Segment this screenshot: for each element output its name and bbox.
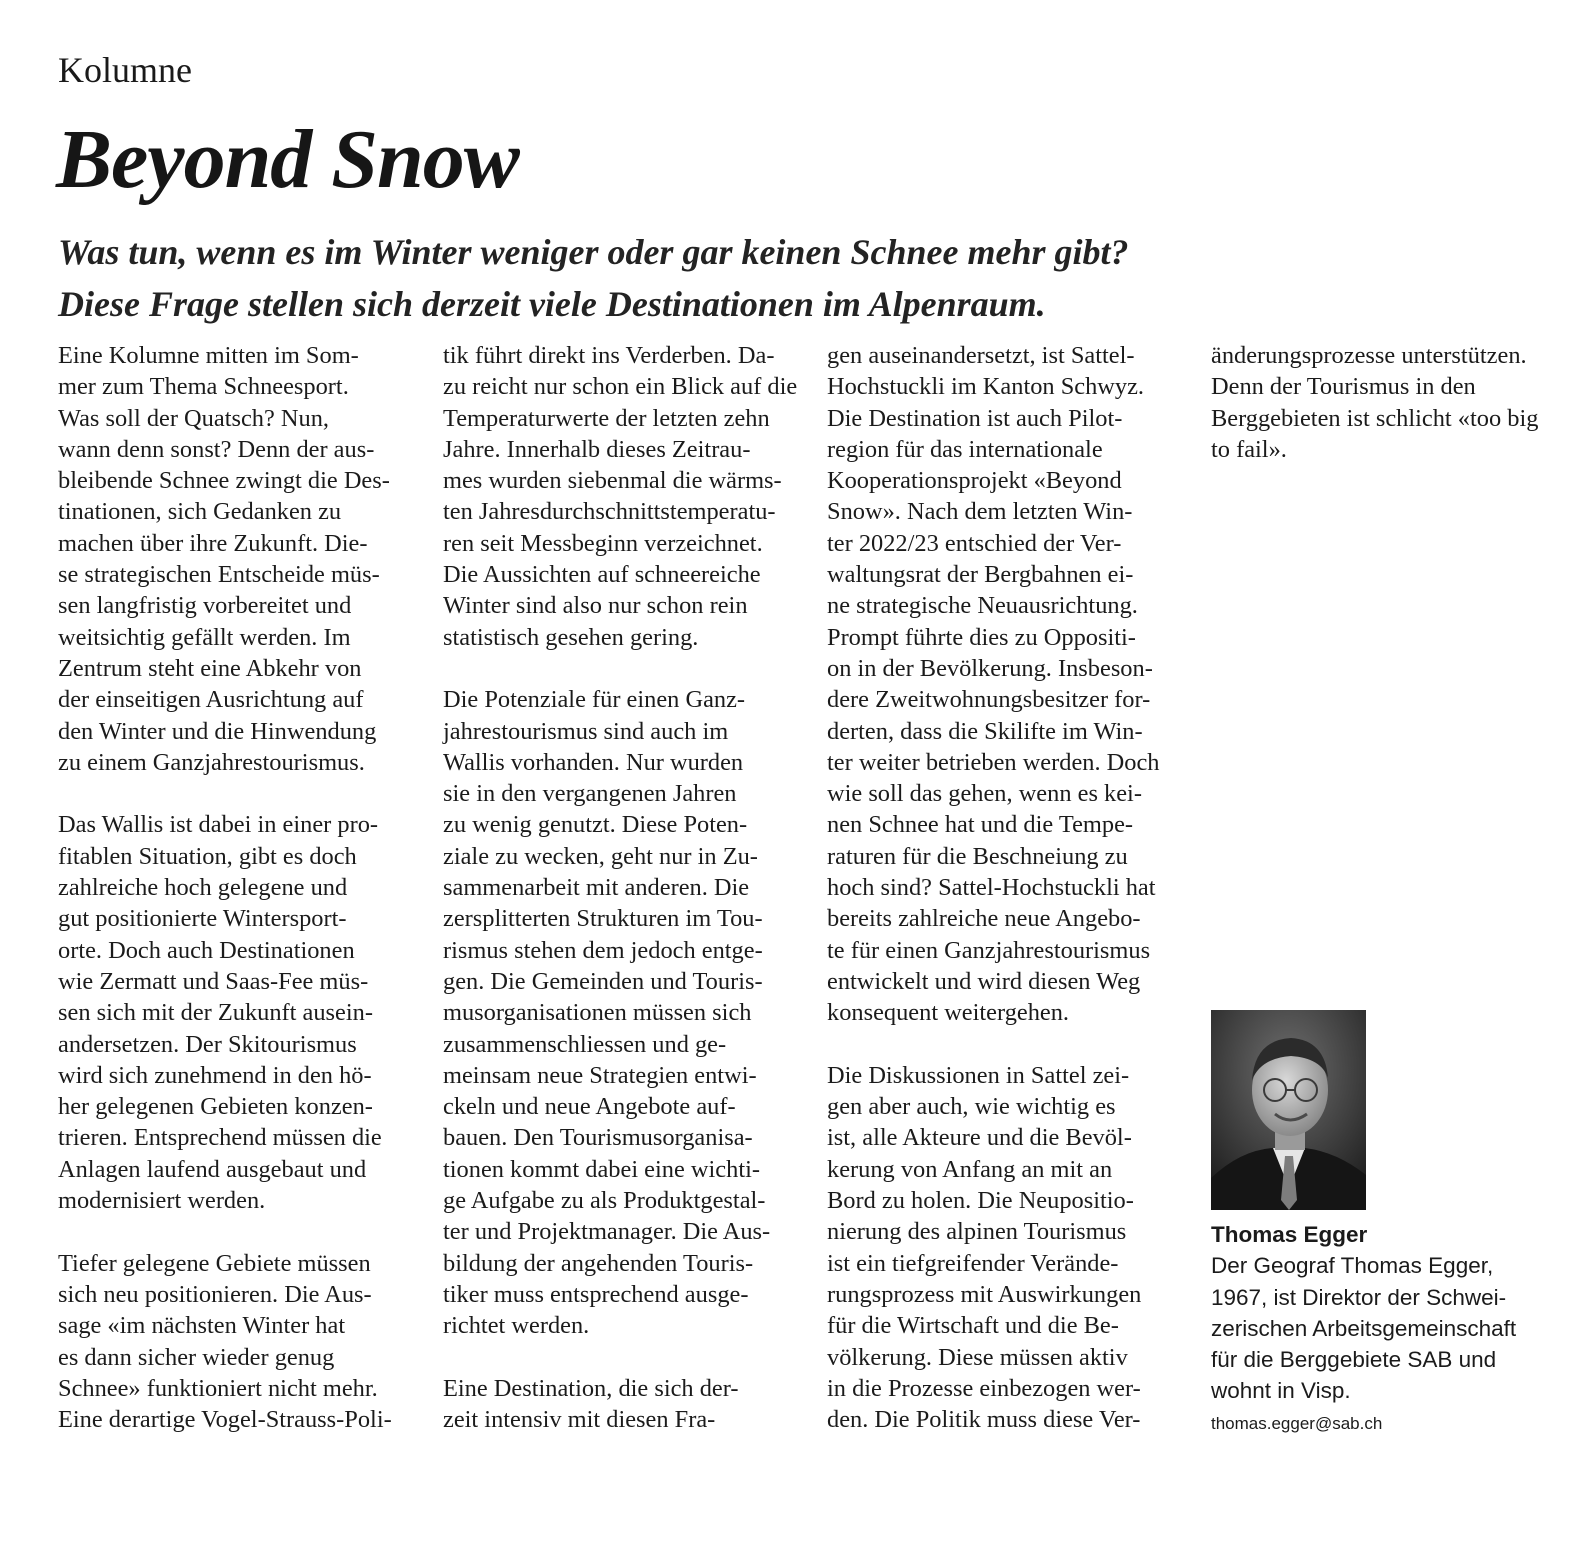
text-line: tinationen, sich Gedanken zu [58, 498, 342, 526]
author-bio-line: für die Berggebiete SAB und [1211, 1347, 1497, 1373]
headline: Beyond Snow [56, 113, 519, 206]
text-line: zeit intensiv mit diesen Fra- [443, 1406, 716, 1434]
text-column-2 [443, 340, 813, 1435]
text-column-3 [827, 340, 1197, 1435]
text-line: Schnee» funktioniert nicht mehr. [58, 1374, 378, 1402]
text-line: ist ein tiefgreifender Verände- [827, 1249, 1119, 1277]
text-line: trieren. Entsprechend müssen die [58, 1124, 382, 1152]
author-bio-line: zerischen Arbeitsgemeinschaft [1211, 1315, 1517, 1341]
text-line: gen auseinandersetzt, ist Sattel- [827, 342, 1135, 369]
text-line: ten Jahresdurchschnittstemperatu- [443, 498, 776, 526]
text-line: mer zum Thema Schneesport. [58, 373, 349, 401]
text-line: sich neu positionieren. Die Aus- [58, 1280, 372, 1308]
text-line: Tiefer gelegene Gebiete müssen [58, 1249, 371, 1277]
paragraph-break [58, 778, 428, 809]
text-line: Was soll der Quatsch? Nun, [58, 404, 330, 432]
text-line: Eine derartige Vogel-Strauss-Poli- [58, 1406, 392, 1434]
text-line: weitsichtig gefällt werden. Im [58, 623, 351, 651]
text-line: zersplitterten Strukturen im Tou- [443, 905, 763, 933]
author-name: Thomas Egger [1211, 1222, 1368, 1247]
author-bio-line: 1967, ist Direktor der Schwei- [1211, 1284, 1507, 1310]
text-line: andersetzen. Der Skitourismus [58, 1030, 357, 1058]
text-line: Anlagen laufend ausgebaut und [58, 1155, 367, 1183]
author-bio-line: Der Geograf Thomas Egger, [1211, 1253, 1494, 1279]
text-line: to fail». [1211, 435, 1287, 463]
text-line: tionen kommt dabei eine wichti- [443, 1155, 760, 1183]
text-line: Temperaturwerte der letzten zehn [443, 404, 770, 432]
text-line: Die Diskussionen in Sattel zei- [827, 1061, 1130, 1089]
text-line: ziale zu wecken, geht nur in Zu- [443, 842, 758, 870]
text-line: meinsam neue Strategien entwi- [443, 1061, 757, 1089]
text-line: jahrestourismus sind auch im [443, 717, 729, 745]
text-line: zahlreiche hoch gelegene und [58, 874, 348, 902]
text-line: ter weiter betrieben werden. Doch [827, 748, 1160, 776]
text-line: musorganisationen müssen sich [443, 999, 752, 1027]
paragraph-break [443, 653, 813, 684]
text-line: tik führt direkt ins Verderben. Da- [443, 342, 775, 369]
text-line: entwickelt und wird diesen Weg [827, 967, 1141, 995]
text-line: Denn der Tourismus in den [1211, 373, 1476, 401]
text-line: orte. Doch auch Destinationen [58, 936, 355, 964]
text-line: Das Wallis ist dabei in einer pro- [58, 811, 379, 839]
author-portrait [1211, 1010, 1366, 1210]
text-line: zu einem Ganzjahrestourismus. [58, 748, 365, 776]
text-line: änderungsprozesse unterstützen. [1211, 342, 1527, 369]
text-line: Snow». Nach dem letzten Win- [827, 498, 1133, 526]
text-line: ren seit Messbeginn verzeichnet. [443, 529, 763, 557]
text-line: den Winter und die Hinwendung [58, 717, 377, 745]
text-line: te für einen Ganzjahrestourismus [827, 936, 1151, 964]
text-line: wie soll das gehen, wenn es kei- [827, 780, 1142, 808]
portrait-photo-icon [1211, 1010, 1366, 1210]
text-line: Eine Destination, die sich der- [443, 1374, 739, 1402]
text-line: mes wurden siebenmal die wärms- [443, 467, 782, 495]
lead-paragraph [58, 226, 1238, 330]
text-line: raturen für die Beschneiung zu [827, 842, 1128, 870]
text-line: modernisiert werden. [58, 1187, 266, 1215]
text-line: Die Aussichten auf schneereiche [443, 561, 761, 589]
text-line: richtet werden. [443, 1312, 590, 1340]
text-line: Kooperationsprojekt «Beyond [827, 467, 1122, 495]
text-line: Hochstuckli im Kanton Schwyz. [827, 373, 1145, 401]
text-line: her gelegenen Gebieten konzen- [58, 1093, 373, 1121]
text-line: rungsprozess mit Auswirkungen [827, 1280, 1142, 1308]
text-line: nierung des alpinen Tourismus [827, 1218, 1127, 1246]
text-line: zusammenschliessen und ge- [443, 1030, 727, 1058]
text-line: on in der Bevölkerung. Insbeson- [827, 654, 1153, 682]
text-line: wie Zermatt und Saas-Fee müs- [58, 967, 369, 995]
text-line: zu wenig genutzt. Diese Poten- [443, 811, 748, 839]
text-line: tiker muss entsprechend ausge- [443, 1280, 749, 1308]
text-line: ckeln und neue Angebote auf- [443, 1093, 736, 1121]
text-line: derten, dass die Skilifte im Win- [827, 717, 1143, 745]
text-line: wird sich zunehmend in den hö- [58, 1061, 372, 1089]
text-line: Wallis vorhanden. Nur wurden [443, 748, 744, 776]
text-line: sie in den vergangenen Jahren [443, 780, 737, 808]
text-line: sen langfristig vorbereitet und [58, 592, 352, 620]
text-line: in die Prozesse einbezogen wer- [827, 1374, 1141, 1402]
text-line: es dann sicher wieder genug [58, 1343, 335, 1371]
text-column-1 [58, 340, 428, 1435]
author-email[interactable]: thomas.egger@sab.ch [1211, 1413, 1383, 1433]
text-line: gen. Die Gemeinden und Touris- [443, 967, 763, 995]
text-line: gen aber auch, wie wichtig es [827, 1093, 1116, 1121]
text-line: Eine Kolumne mitten im Som- [58, 342, 359, 369]
text-line: ne strategische Neuausrichtung. [827, 592, 1138, 620]
text-line: rismus stehen dem jedoch entge- [443, 936, 763, 964]
text-line: bauen. Den Tourismusorganisa- [443, 1124, 753, 1152]
lead-line: Was tun, wenn es im Winter weniger oder gar keinen Schnee mehr gibt? [58, 232, 1129, 272]
text-line: Zentrum steht eine Abkehr von [58, 654, 362, 682]
text-line: dere Zweitwohnungsbesitzer for- [827, 686, 1151, 714]
text-line: sammenarbeit mit anderen. Die [443, 874, 750, 902]
text-line: waltungsrat der Bergbahnen ei- [827, 561, 1134, 589]
text-line: se strategischen Entscheide müs- [58, 561, 380, 589]
text-line: nen Schnee hat und die Tempe- [827, 811, 1134, 839]
lead-line: Diese Frage stellen sich derzeit viele Destinationen im Alpenraum. [58, 284, 1046, 324]
text-line: Winter sind also nur schon rein [443, 592, 748, 620]
text-line: bildung der angehenden Touris- [443, 1249, 754, 1277]
paragraph-break [443, 1342, 813, 1373]
text-line: konsequent weitergehen. [827, 999, 1070, 1027]
text-line: völkerung. Diese müssen aktiv [827, 1343, 1128, 1371]
text-line: zu reicht nur schon ein Blick auf die [443, 373, 798, 401]
text-line: wann denn sonst? Denn der aus- [58, 435, 375, 463]
text-line: Jahre. Innerhalb dieses Zeitrau- [443, 435, 751, 463]
text-line: Prompt führte dies zu Oppositi- [827, 623, 1136, 651]
paragraph-break [827, 1029, 1197, 1060]
text-line: ist, alle Akteure und die Bevöl- [827, 1124, 1132, 1152]
text-line: gut positionierte Wintersport- [58, 905, 347, 933]
text-line: Die Destination ist auch Pilot- [827, 404, 1123, 432]
text-line: den. Die Politik muss diese Ver- [827, 1406, 1141, 1434]
author-bio-line: wohnt in Visp. [1211, 1378, 1351, 1404]
paragraph-break [58, 1216, 428, 1247]
text-line: machen über ihre Zukunft. Die- [58, 529, 368, 557]
text-line: sage «im nächsten Winter hat [58, 1312, 346, 1340]
text-line: region für das internationale [827, 435, 1103, 463]
text-line: statistisch gesehen gering. [443, 623, 699, 651]
text-line: bleibende Schnee zwingt die Des- [58, 467, 390, 495]
text-line: hoch sind? Sattel-Hochstuckli hat [827, 874, 1156, 902]
text-line: kerung von Anfang an mit an [827, 1155, 1113, 1183]
text-line: für die Wirtschaft und die Be- [827, 1312, 1119, 1340]
text-line: ge Aufgabe zu als Produktgestal- [443, 1187, 766, 1215]
text-column-4 [1211, 340, 1571, 465]
text-line: fitablen Situation, gibt es doch [58, 842, 357, 870]
text-line: Berggebieten ist schlicht «too big [1211, 404, 1539, 432]
text-line: bereits zahlreiche neue Angebo- [827, 905, 1141, 933]
text-line: ter und Projektmanager. Die Aus- [443, 1218, 771, 1246]
text-line: ter 2022/23 entschied der Ver- [827, 529, 1122, 557]
text-line: sen sich mit der Zukunft ausein- [58, 999, 373, 1027]
text-line: Bord zu holen. Die Neupositio- [827, 1187, 1134, 1215]
text-line: Die Potenziale für einen Ganz- [443, 686, 746, 714]
text-line: der einseitigen Ausrichtung auf [58, 686, 364, 714]
author-box [1211, 1219, 1571, 1437]
rubric-label: Kolumne [58, 50, 192, 90]
